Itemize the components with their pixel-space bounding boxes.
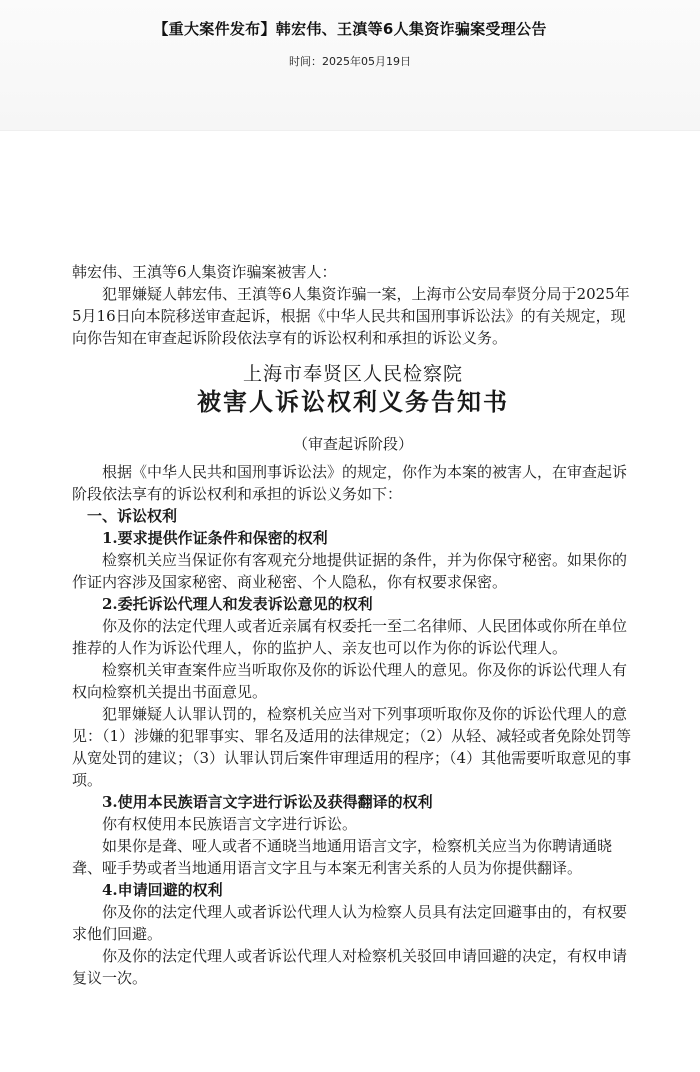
notice-body: 犯罪嫌疑人韩宏伟、王滇等6人集资诈骗一案，上海市公安局奉贤分局于2025年5月16日向本院移送审查起诉，根据《中华人民共和国刑事诉讼法》的有关规定，现向你告知在审查起诉阶段依法享有的诉讼权利和承担的诉讼义务。 bbox=[72, 285, 630, 347]
right-4-title: 4.申请回避的权利 bbox=[102, 881, 223, 899]
document-title: 被害人诉讼权利义务告知书 bbox=[197, 387, 509, 416]
document-stage: （审查起诉阶段） bbox=[292, 435, 413, 453]
right-4-text-2: 你及你的法定代理人或者诉讼代理人对检察机关驳回申请回避的决定，有权申请复议一次。 bbox=[72, 947, 628, 987]
intro-paragraph: 根据《中华人民共和国刑事诉讼法》的规定，你作为本案的被害人，在审查起诉阶段依法享有的诉讼权利和承担的诉讼义务如下： bbox=[72, 463, 628, 503]
right-1-title: 1.要求提供作证条件和保密的权利 bbox=[102, 529, 328, 547]
right-4-text-1: 你及你的法定代理人或者诉讼代理人认为检察人员具有法定回避事由的，有权要求他们回避。 bbox=[72, 903, 628, 943]
scanned-document bbox=[0, 131, 700, 989]
right-3-text-1: 你有权使用本民族语言文字进行诉讼。 bbox=[102, 815, 358, 833]
right-2-title: 2.委托诉讼代理人和发表诉讼意见的权利 bbox=[102, 595, 373, 613]
section-heading-rights: 一、诉讼权利 bbox=[87, 507, 178, 525]
right-2-text-3: 犯罪嫌疑人认罪认罚的，检察机关应当对下列事项听取你及你的诉讼代理人的意见：（1）涉嫌的犯罪事实、罪名及适用的法律规定；（2）从轻、减轻或者免除处罚等从宽处罚的建议；（3）认罪认罚后案件审理适用的程序；（4）其他需要听取意见的事项。 bbox=[72, 705, 632, 789]
right-2-text-1: 你及你的法定代理人或者近亲属有权委托一至二名律师、人民团体或你所在单位推荐的人作为诉讼代理人，你的监护人、亲友也可以作为你的诉讼代理人。 bbox=[72, 617, 628, 657]
procuratorate-name: 上海市奉贤区人民检察院 bbox=[242, 363, 463, 385]
article-title: 【重大案件发布】韩宏伟、王滇等6人集资诈骗案受理公告 bbox=[153, 20, 547, 38]
right-3-title: 3.使用本民族语言文字进行诉讼及获得翻译的权利 bbox=[102, 793, 433, 811]
right-2-text-2: 检察机关审查案件应当听取你及你的诉讼代理人的意见。你及你的诉讼代理人有权向检察机关提出书面意见。 bbox=[72, 661, 628, 701]
right-1-text: 检察机关应当保证你有客观充分地提供证据的条件，并为你保守秘密。如果你的作证内容涉及国家秘密、商业秘密、个人隐私，你有权要求保密。 bbox=[72, 551, 628, 591]
publish-time: 时间：2025年05月19日 bbox=[289, 55, 411, 68]
notice-addressee: 韩宏伟、王滇等6人集资诈骗案被害人： bbox=[72, 263, 337, 281]
right-3-text-2: 如果你是聋、哑人或者不通晓当地通用语言文字，检察机关应当为你聘请通晓聋、哑手势或者当地通用语言文字且与本案无利害关系的人员为你提供翻译。 bbox=[72, 837, 613, 877]
article-header bbox=[0, 0, 700, 131]
